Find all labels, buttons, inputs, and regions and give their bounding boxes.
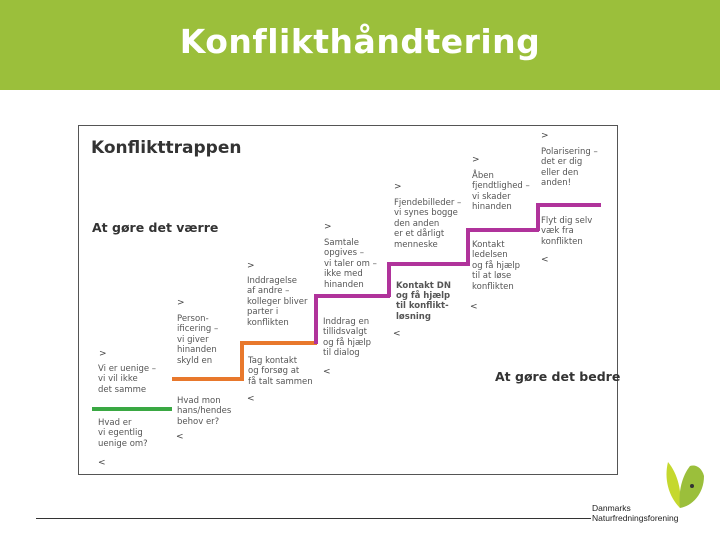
step-line-riser-4	[387, 262, 391, 297]
up-arrow-4: >	[324, 222, 332, 232]
conflict-staircase-diagram	[78, 125, 621, 475]
step-line-4	[317, 294, 390, 298]
down-arrow-1: <	[98, 458, 106, 468]
logo-text: Danmarks Naturfredningsforening	[592, 503, 679, 523]
down-arrow-6: <	[470, 302, 478, 312]
up-arrow-2: >	[177, 298, 185, 308]
step-6-escalation-text: Åben fjendtlighed – vi skader hinanden	[472, 171, 530, 213]
up-arrow-5: >	[394, 182, 402, 192]
step-6-deescalation-text: Kontakt ledelsen og få hjælp til at løse konflikten	[472, 240, 521, 292]
down-arrow-7: <	[541, 255, 549, 265]
step-7-escalation-text: Polarisering – det er dig eller den anden!	[541, 147, 598, 189]
step-line-6	[469, 228, 539, 232]
step-2-escalation-text: Person- ificering – vi giver hinanden skyld en	[177, 314, 219, 366]
diagram-title: Konflikttrappen	[91, 138, 242, 158]
down-arrow-5: <	[393, 329, 401, 339]
step-line-3	[243, 341, 317, 345]
down-arrow-2: <	[176, 432, 184, 442]
step-line-riser-2	[240, 341, 244, 381]
step-7-deescalation-text: Flyt dig selv væk fra konflikten	[541, 216, 593, 247]
step-2-deescalation-text: Hvad mon hans/hendes behov er?	[177, 396, 232, 427]
down-arrow-4: <	[323, 367, 331, 377]
step-line-1	[92, 407, 172, 411]
up-arrow-6: >	[472, 155, 480, 165]
step-line-2	[172, 377, 243, 381]
down-arrow-3: <	[247, 394, 255, 404]
up-arrow-3: >	[247, 261, 255, 271]
step-4-escalation-text: Samtale opgives – vi taler om – ikke med hinanden	[324, 238, 377, 290]
step-3-deescalation-text: Tag kontakt og forsøg at få talt sammen	[248, 356, 313, 387]
step-line-7	[539, 203, 601, 207]
step-line-riser-6	[536, 203, 540, 231]
step-1-escalation-text: Vi er uenige – vi vil ikke det samme	[98, 364, 157, 395]
step-3-escalation-text: Inddragelse af andre – kolleger bliver parter i konflikten	[247, 276, 308, 328]
contact-dn-text: Kontakt DN og få hjælp til konflikt- løsning	[396, 281, 451, 322]
step-line-5	[390, 262, 468, 266]
step-1-deescalation-text: Hvad er vi egentlig uenige om?	[98, 418, 148, 449]
step-line-riser-3	[314, 294, 318, 344]
step-5-escalation-text: Fjendebilleder – vi synes bogge den anden er et dårligt menneske	[394, 198, 462, 250]
up-arrow-7: >	[541, 131, 549, 141]
step-line-riser-5	[466, 228, 470, 266]
better-label: At gøre det bedre	[495, 369, 621, 384]
page-title: Konflikthåndtering	[179, 22, 541, 61]
step-4-deescalation-text: Inddrag en tillidsvalgt og få hjælp til dialog	[323, 317, 372, 359]
footer-divider	[36, 518, 591, 519]
title-banner	[0, 0, 720, 90]
worse-label: At gøre det værre	[92, 220, 219, 235]
up-arrow-1: >	[99, 349, 107, 359]
